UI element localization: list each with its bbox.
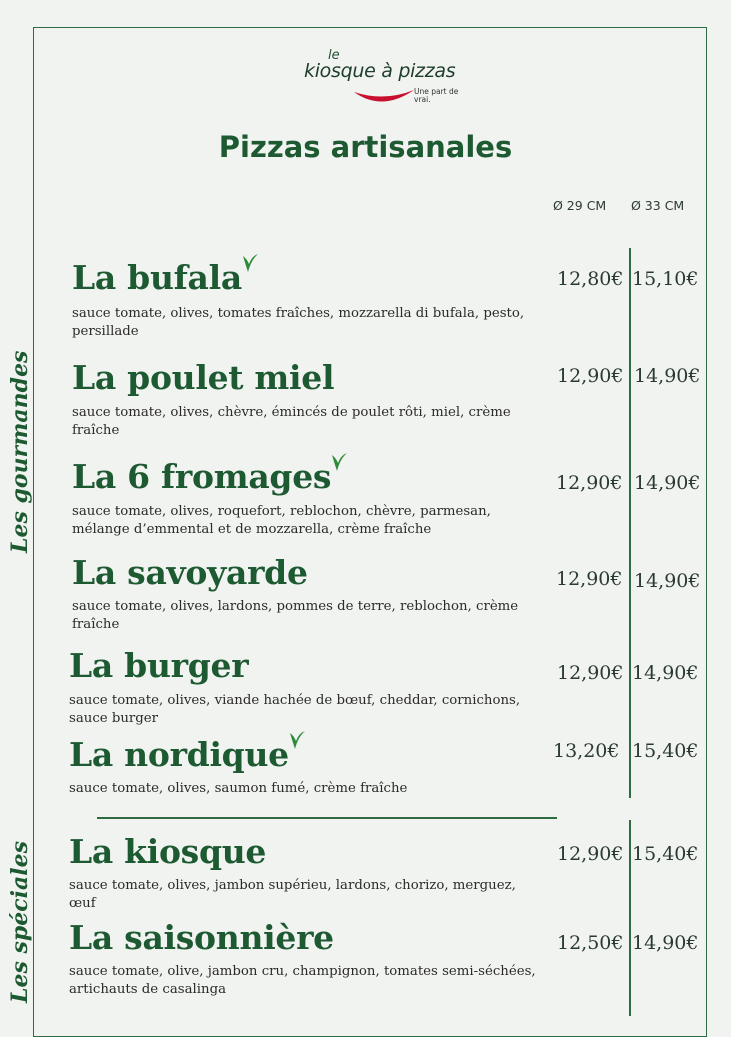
price-29: 12,90€ <box>557 662 624 684</box>
price-29: 12,90€ <box>556 472 623 494</box>
item-name: La kiosque <box>69 832 267 871</box>
size-header-29: Ø 29 CM <box>553 198 607 213</box>
logo <box>300 48 470 118</box>
size-header-33: Ø 33 CM <box>631 198 685 213</box>
column-divider-top <box>629 248 631 798</box>
item-description: sauce tomate, olive, jambon cru, champignon, tomates semi-séchées, artichauts de casalinga <box>69 964 536 997</box>
column-divider-bottom <box>629 820 631 1016</box>
logo-wordmark: kiosque à pizzas <box>304 60 456 82</box>
item-name: La savoyarde <box>72 553 308 592</box>
item-name: La burger <box>69 646 249 685</box>
price-33: 15,10€ <box>632 268 699 290</box>
leaf-icon <box>329 449 349 473</box>
logo-tagline: Une part de vrai. <box>414 87 459 104</box>
item-description: sauce tomate, olives, roquefort, reblochon, chèvre, parmesan, mélange d’emmental et de mozzarella, crème fraîche <box>72 504 491 537</box>
item-name: La nordique <box>69 735 307 774</box>
leaf-icon <box>287 727 307 751</box>
item-name: La bufala <box>72 258 260 297</box>
price-33: 14,90€ <box>632 662 699 684</box>
price-33: 14,90€ <box>634 472 701 494</box>
item-description: sauce tomate, olives, jambon supérieu, lardons, chorizo, merguez, œuf <box>69 878 516 911</box>
item-name: La 6 fromages <box>72 457 349 496</box>
item-description: sauce tomate, olives, viande hachée de bœuf, cheddar, cornichons, sauce burger <box>69 693 521 726</box>
price-33: 15,40€ <box>632 843 699 865</box>
logo-le: le <box>328 48 340 63</box>
item-name: La poulet miel <box>72 358 335 397</box>
swoosh-icon <box>352 86 416 108</box>
price-29: 12,80€ <box>557 268 624 290</box>
item-description: sauce tomate, olives, chèvre, émincés de poulet rôti, miel, crème fraîche <box>72 405 511 438</box>
section-label-gourmandes: Les gourmandes <box>7 350 33 553</box>
price-33: 14,90€ <box>632 932 699 954</box>
leaf-icon <box>240 250 260 274</box>
price-29: 12,50€ <box>557 932 624 954</box>
price-33: 14,90€ <box>634 365 701 387</box>
item-name: La saisonnière <box>69 918 334 957</box>
section-divider <box>97 817 557 819</box>
section-label-speciales: Les spéciales <box>7 840 33 1003</box>
price-33: 14,90€ <box>634 570 701 592</box>
price-29: 13,20€ <box>553 740 620 762</box>
price-29: 12,90€ <box>557 843 624 865</box>
price-33: 15,40€ <box>632 740 699 762</box>
page-title: Pizzas artisanales <box>218 130 513 164</box>
price-29: 12,90€ <box>557 365 624 387</box>
item-description: sauce tomate, olives, tomates fraîches, mozzarella di bufala, pesto, persillade <box>72 306 525 339</box>
item-description: sauce tomate, olives, lardons, pommes de terre, reblochon, crème fraîche <box>72 599 519 632</box>
price-29: 12,90€ <box>556 568 623 590</box>
item-description: sauce tomate, olives, saumon fumé, crème fraîche <box>69 781 408 796</box>
